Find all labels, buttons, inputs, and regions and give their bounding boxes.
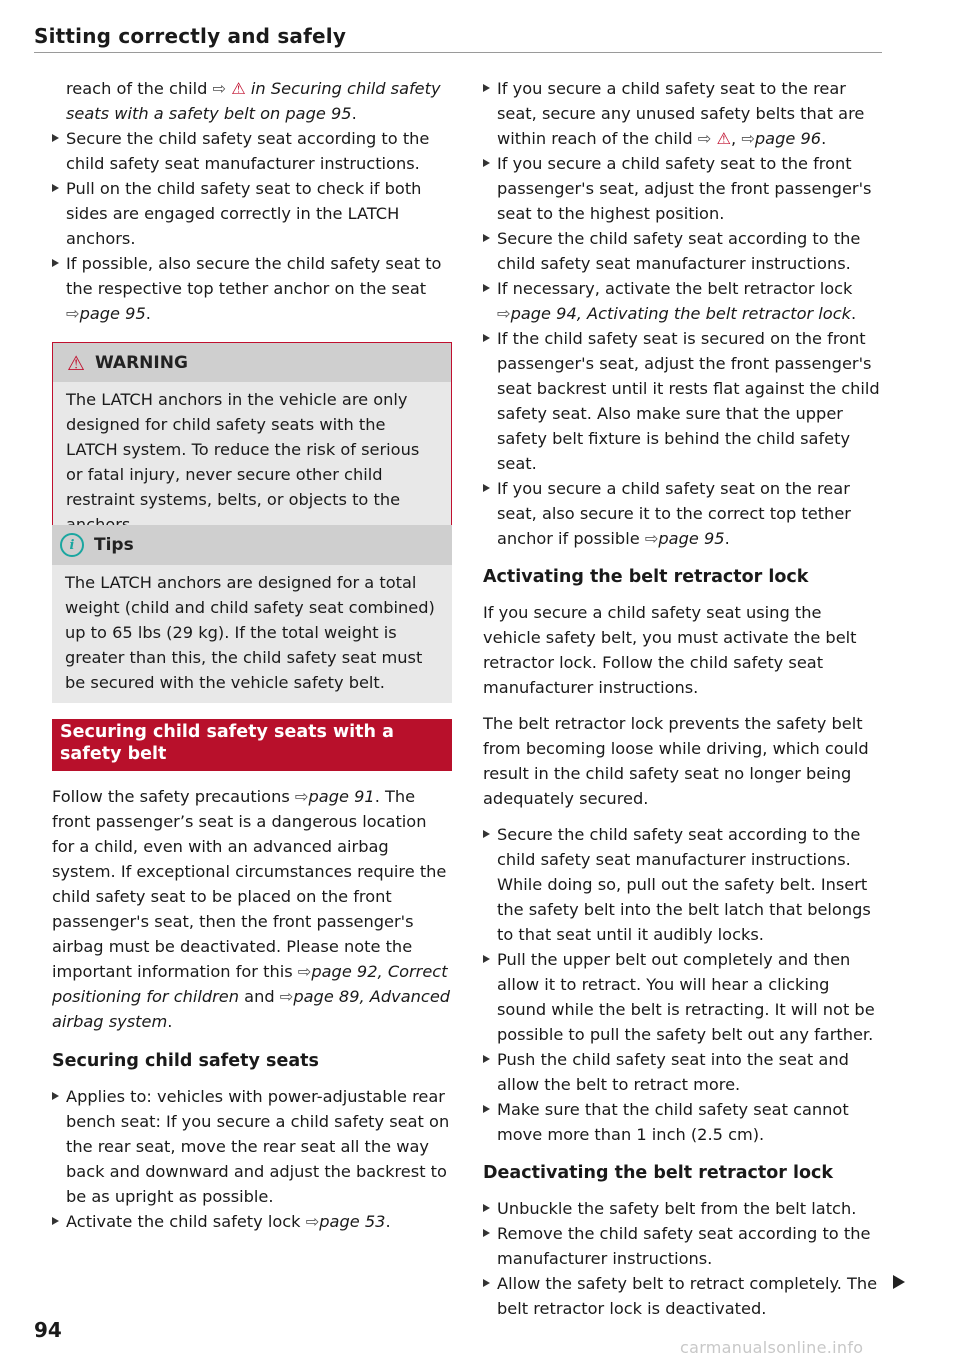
page-header-title: Sitting correctly and safely bbox=[34, 24, 347, 48]
tips-box bbox=[52, 525, 452, 703]
right-column bbox=[483, 76, 883, 1321]
bullet-secure-seat: Secure the child safety seat according to the child safety seat manufacturer instructions. bbox=[483, 226, 883, 276]
arrow-icon: ⇨ bbox=[741, 129, 755, 148]
warning-triangle-icon: ⚠ bbox=[716, 129, 732, 148]
left-column-bottom bbox=[52, 784, 452, 1234]
warning-triangle-icon: ⚠ bbox=[231, 79, 246, 98]
paragraph-activating-1: If you secure a child safety seat using the vehicle safety belt, you must activate the belt retractor lock. Follow the child safety seat manufacturer instructions. bbox=[483, 603, 857, 697]
continue-arrow-icon bbox=[893, 1275, 905, 1289]
warning-header bbox=[52, 342, 452, 382]
info-icon: i bbox=[60, 533, 84, 557]
arrow-icon: ⇨ bbox=[697, 129, 712, 148]
arrow-icon: ⇨ bbox=[279, 987, 294, 1006]
bullet-insert-belt: Secure the child safety seat according to the child safety seat manufacturer instructions. While doing so, pull out the safety belt. Insert the safety belt into the belt latch that belongs to that seat until it audibly locks. bbox=[483, 822, 883, 947]
safety-precautions-paragraph: Follow the safety precautions ⇨page 91. The front passenger’s seat is a dangerous location for a child, even with an advanced airbag system. If exceptional circumstances require the child safety seat to be placed on the front passenger's seat, then the front passenger's airbag must be deactivated. Please note the important information for this ⇨page 92, Correct positioning for children and ⇨page 89, Advanced airbag system. bbox=[52, 787, 451, 1031]
tips-body bbox=[52, 565, 452, 703]
arrow-icon: ⇨ bbox=[212, 79, 227, 98]
cross-reference[interactable]: page 92, Correct positioning for children bbox=[52, 962, 448, 1006]
cross-reference[interactable]: page 53 bbox=[319, 1212, 386, 1231]
arrow-icon: ⇨ bbox=[66, 304, 80, 323]
bullet-retract-belt: Pull the upper belt out completely and then allow it to retract. You will hear a clicking sound while the belt is retracting. It will not be possible to pull the safety belt out any farther. bbox=[483, 947, 883, 1047]
cross-reference[interactable]: page 95 bbox=[79, 304, 146, 323]
bullet-front-seat-highest: If you secure a child safety seat to the front passenger's seat, adjust the front passenger's seat to the highest position. bbox=[483, 151, 883, 226]
tips-text: The LATCH anchors are designed for a total weight (child and child safety seat combined) up to 65 lbs (29 kg). If the total weight is greater than this, the child safety seat must be secured with the vehicle safety belt. bbox=[65, 573, 435, 692]
tips-header bbox=[52, 525, 452, 565]
section-title-bar: Securing child safety seats with a safety belt bbox=[52, 719, 452, 771]
continued-bullet: reach of the child ⇨ ⚠ in Securing child safety seats with a safety belt on page 95. bbox=[66, 79, 441, 123]
arrow-icon: ⇨ bbox=[294, 787, 309, 806]
warning-title: WARNING bbox=[94, 352, 188, 373]
header-divider bbox=[34, 52, 882, 53]
heading-deactivating-lock: Deactivating the belt retractor lock bbox=[483, 1163, 834, 1183]
bullet-push-seat: Push the child safety seat into the seat and allow the belt to retract more. bbox=[483, 1047, 883, 1097]
bullet-remove-seat: Remove the child safety seat according to the manufacturer instructions. bbox=[483, 1221, 883, 1271]
arrow-icon: ⇨ bbox=[305, 1212, 320, 1231]
bullet-rear-seat-unused-belts: If you secure a child safety seat to the rear seat, secure any unused safety belts that are within reach of the child ⇨ ⚠, ⇨page 96. bbox=[483, 76, 883, 151]
warning-text: The LATCH anchors in the vehicle are only designed for child safety seats with the LATCH system. To reduce the risk of serious or fatal injury, never secure other child restraint systems, belts, or objects to the bbox=[66, 390, 420, 509]
warning-body bbox=[52, 382, 452, 546]
bullet-rear-top-tether: If you secure a child safety seat on the rear seat, also secure it to the correct top tether anchor if possible ⇨page 95. bbox=[483, 476, 883, 551]
tips-title: Tips bbox=[94, 535, 134, 555]
left-column-top bbox=[52, 76, 452, 326]
arrow-icon: ⇨ bbox=[644, 529, 659, 548]
arrow-icon: ⇨ bbox=[497, 304, 511, 323]
bullet-child-safety-lock: Activate the child safety lock ⇨page 53. bbox=[52, 1209, 452, 1234]
cross-reference[interactable]: in Securing child safety seats with a safety belt on page 95 bbox=[66, 79, 441, 123]
heading-securing-seats: Securing child safety seats bbox=[52, 1051, 319, 1071]
cross-reference[interactable]: page 91 bbox=[308, 787, 375, 806]
bullet-retract-completely: Allow the safety belt to retract completely. The belt retractor lock is deactivated. bbox=[483, 1271, 883, 1321]
cross-reference[interactable]: page 96 bbox=[754, 129, 822, 148]
cross-reference[interactable]: page 89, Advanced airbag system bbox=[52, 987, 451, 1031]
warning-triangle-icon: ⚠ bbox=[67, 350, 85, 375]
bullet-top-tether: If possible, also secure the child safety seat to the respective top tether anchor on the seat ⇨page 95. bbox=[52, 251, 452, 326]
watermark: carmanualsonline.info bbox=[680, 1338, 864, 1357]
heading-activating-lock: Activating the belt retractor lock bbox=[483, 567, 809, 587]
bullet-secure-seat: Secure the child safety seat according to the child safety seat manufacturer instructions. bbox=[52, 126, 452, 176]
bullet-activate-retractor: If necessary, activate the belt retractor lock ⇨page 94, Activating the belt retractor lock. bbox=[483, 276, 883, 326]
bullet-check-latch: Pull on the child safety seat to check if both sides are engaged correctly in the LATCH anchors. bbox=[52, 176, 452, 251]
bullet-check-movement: Make sure that the child safety seat cannot move more than 1 inch (2.5 cm). bbox=[483, 1097, 883, 1147]
arrow-icon: ⇨ bbox=[297, 962, 312, 981]
cross-reference[interactable]: page 94, Activating the belt retractor lock bbox=[510, 304, 851, 323]
bullet-front-seat-backrest: If the child safety seat is secured on the front passenger's seat, adjust the front passenger's seat backrest until it rests flat against the child safety seat. Also make sure that the upper safety belt fixture is behind the child safety seat. bbox=[483, 326, 883, 476]
bullet-power-adjustable: Applies to: vehicles with power-adjustable rear bench seat: If you secure a child safety seat on the rear seat, move the rear seat all the way back and downward and adjust the backrest to be as upright as possible. bbox=[52, 1084, 452, 1209]
paragraph-activating-2: The belt retractor lock prevents the safety belt from becoming loose while driving, which could result in the child safety seat no longer being adequately secured. bbox=[483, 714, 869, 808]
bullet-unbuckle: Unbuckle the safety belt from the belt latch. bbox=[483, 1196, 883, 1221]
cross-reference[interactable]: page 95 bbox=[658, 529, 725, 548]
page-number: 94 bbox=[34, 1318, 62, 1342]
warning-box bbox=[52, 342, 452, 546]
